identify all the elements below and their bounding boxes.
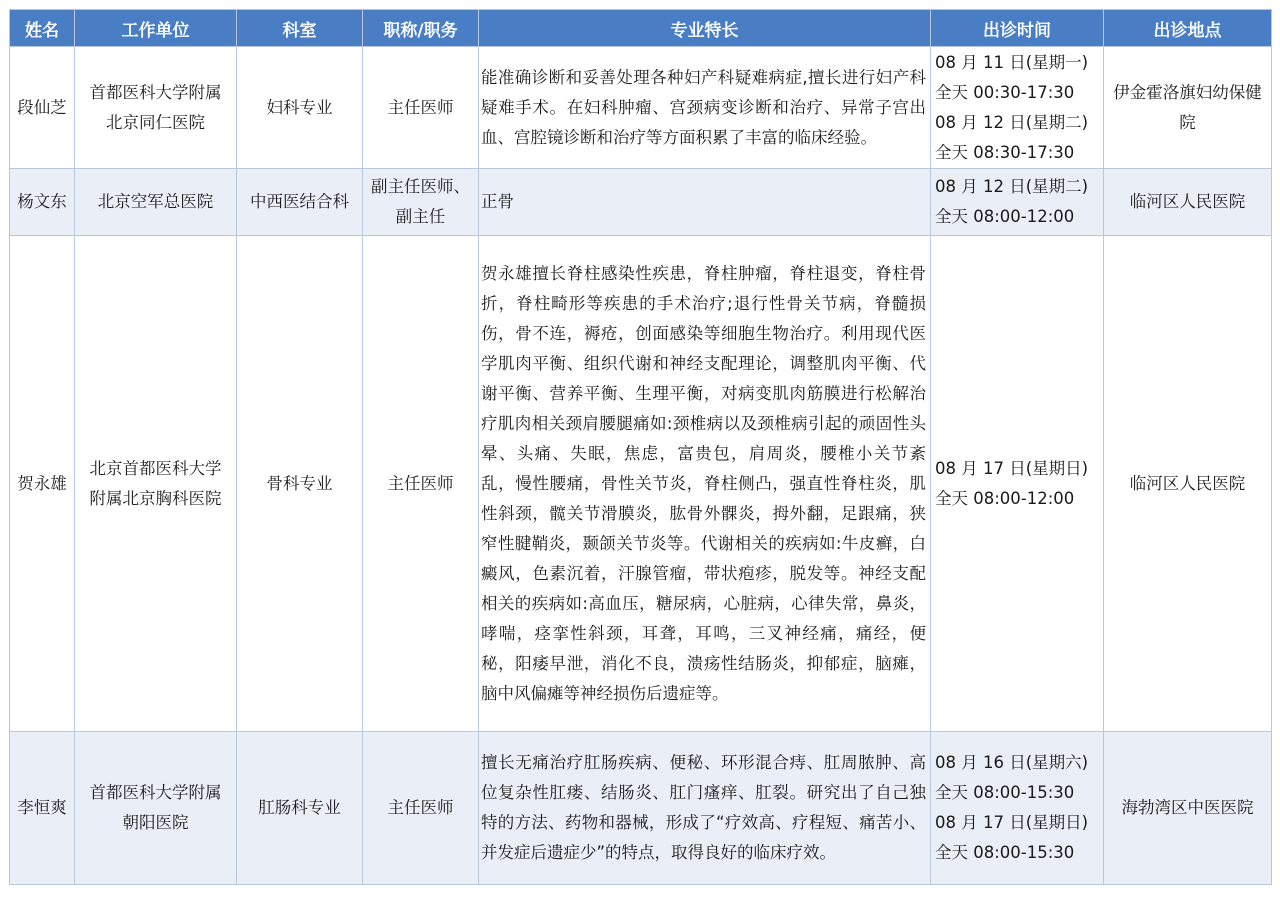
- header-name: 姓名: [10, 10, 75, 47]
- clinic-time-line: 08 月 17 日(星期日): [935, 458, 1089, 478]
- department: 肛肠科专业: [237, 732, 363, 885]
- clinic-place-line: 海勃湾区中医医院: [1121, 798, 1254, 817]
- work-unit-line: 首都医科大学附属: [89, 783, 222, 802]
- doctor-name: 杨文东: [10, 169, 75, 236]
- work-unit-line: 朝阳医院: [122, 813, 189, 832]
- clinic-time-line: 08 月 16 日(星期六): [935, 753, 1089, 772]
- table-row: [10, 732, 1272, 885]
- specialty: 正骨: [479, 169, 931, 236]
- clinic-time-line: 08 月 17 日(星期日): [935, 813, 1089, 832]
- clinic-place: [1104, 732, 1272, 885]
- clinic-place: [1104, 47, 1272, 169]
- clinic-time-line: 全天 08:30-17:30: [935, 142, 1075, 162]
- work-unit-line: 北京空军总医院: [97, 192, 214, 211]
- specialty: 擅长无痛治疗肛肠疾病、便秘、环形混合痔、肛周脓肿、高位复杂性肛瘘、结肠炎、肛门瘙痒、肛裂。研究出了自己独特的方法、药物和器械，形成了“疗效高、疗程短、痛苦小、并发症后遗症少”的特点，取得良好的临床疗效。: [479, 732, 931, 885]
- work-unit: [75, 47, 237, 169]
- job-title: [363, 732, 479, 885]
- clinic-time: [931, 236, 1104, 732]
- department: 中西医结合科: [237, 169, 363, 236]
- clinic-place: [1104, 169, 1272, 236]
- clinic-schedule-table: [9, 9, 1272, 885]
- job-title-line: 副主任医师、: [371, 177, 470, 196]
- clinic-place-line: 临河区人民医院: [1129, 473, 1246, 493]
- work-unit: [75, 236, 237, 732]
- clinic-time: [931, 47, 1104, 169]
- clinic-time-line: 全天 08:00-15:30: [935, 783, 1075, 802]
- job-title: [363, 236, 479, 732]
- department: 妇科专业: [237, 47, 363, 169]
- clinic-place-line: 院: [1179, 112, 1196, 132]
- department: 骨科专业: [237, 236, 363, 732]
- job-title-line: 副主任: [395, 207, 446, 226]
- header-time: 出诊时间: [931, 10, 1104, 47]
- header-unit: 工作单位: [75, 10, 237, 47]
- clinic-place: [1104, 236, 1272, 732]
- table-row: [10, 236, 1272, 732]
- work-unit: [75, 732, 237, 885]
- doctor-name: 段仙芝: [10, 47, 75, 169]
- doctor-name: 李恒爽: [10, 732, 75, 885]
- work-unit-line: 附属北京胸科医院: [89, 488, 222, 508]
- job-title-line: 主任医师: [387, 97, 454, 117]
- header-specialty: 专业特长: [479, 10, 931, 47]
- table-row: [10, 47, 1272, 169]
- clinic-time-line: 全天 08:00-12:00: [935, 207, 1075, 226]
- clinic-place-line: 临河区人民医院: [1129, 192, 1246, 211]
- header-row: [10, 10, 1272, 47]
- work-unit: [75, 169, 237, 236]
- clinic-place-line: 伊金霍洛旗妇幼保健: [1113, 82, 1262, 102]
- job-title-line: 主任医师: [387, 473, 454, 493]
- specialty: 贺永雄擅长脊柱感染性疾患，脊柱肿瘤，脊柱退变，脊柱骨折，脊柱畸形等疾患的手术治疗;退行性骨关节病，脊髓损伤，骨不连，褥疮，创面感染等细胞生物治疗。利用现代医学肌肉平衡、组织代谢和神经支配理论，调整肌肉平衡、代谢平衡、营养平衡、生理平衡，对病变肌肉筋膜进行松解治疗肌肉相关颈肩腰腿痛如:颈椎病以及颈椎病引起的顽固性头晕、头痛、失眠，焦虑，富贵包，肩周炎，腰椎小关节紊乱，慢性腰痛，骨性关节炎，脊柱侧凸，强直性脊柱炎，肌性斜颈，髋关节滑膜炎，肱骨外髁炎，拇外翻，足跟痛，狭窄性腱鞘炎，颞颌关节炎等。代谢相关的疾病如:牛皮癣，白癜风，色素沉着，汗腺管瘤，带状疱疹，脱发等。神经支配相关的疾病如:高血压，糖尿病，心脏病，心律失常，鼻炎，哮喘，痉挛性斜颈，耳聋，耳鸣，三叉神经痛，痛经，便秘，阳痿早泄，消化不良，溃疡性结肠炎，抑郁症，脑瘫，脑中风偏瘫等神经损伤后遗症等。: [479, 236, 931, 732]
- clinic-time-line: 全天 00:30-17:30: [935, 82, 1075, 102]
- header-place: 出诊地点: [1104, 10, 1272, 47]
- clinic-time-line: 全天 08:00-15:30: [935, 843, 1075, 862]
- work-unit-line: 北京首都医科大学: [89, 458, 222, 478]
- clinic-time-line: 08 月 12 日(星期二): [935, 177, 1089, 196]
- header-dept: 科室: [237, 10, 363, 47]
- work-unit-line: 北京同仁医院: [106, 112, 205, 132]
- job-title-line: 主任医师: [387, 798, 454, 817]
- clinic-time-line: 08 月 11 日(星期一): [935, 52, 1089, 72]
- clinic-time-line: 08 月 12 日(星期二): [935, 112, 1089, 132]
- work-unit-line: 首都医科大学附属: [89, 82, 222, 102]
- clinic-time: [931, 732, 1104, 885]
- clinic-time-line: 全天 08:00-12:00: [935, 488, 1075, 508]
- job-title: [363, 169, 479, 236]
- job-title: [363, 47, 479, 169]
- clinic-time: [931, 169, 1104, 236]
- doctor-name: 贺永雄: [10, 236, 75, 732]
- table-row: [10, 169, 1272, 236]
- header-title: 职称/职务: [363, 10, 479, 47]
- specialty: 能准确诊断和妥善处理各种妇产科疑难病症,擅长进行妇产科疑难手术。在妇科肿瘤、宫颈病变诊断和治疗、异常子宫出血、宫腔镜诊断和治疗等方面积累了丰富的临床经验。: [479, 47, 931, 169]
